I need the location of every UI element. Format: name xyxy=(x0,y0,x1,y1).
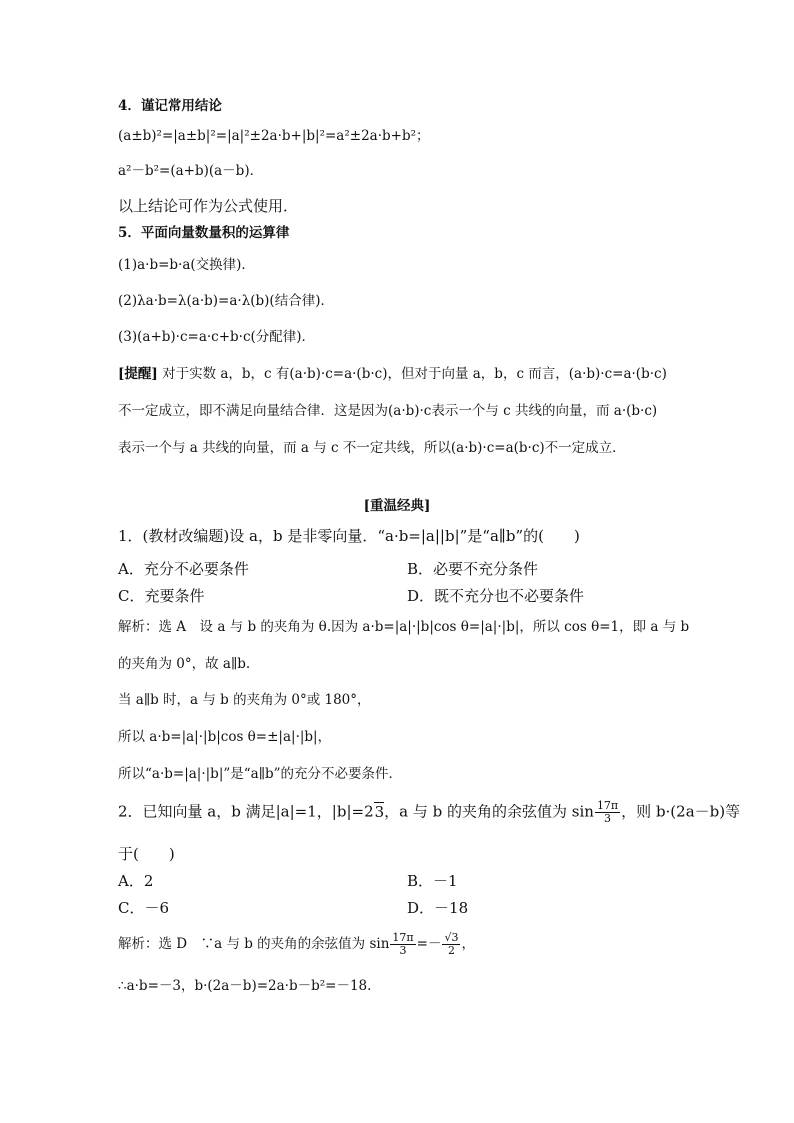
q1-solution-5: 所以“a·b=|a|·|b|”是“a∥b”的充分不必要条件． xyxy=(118,766,403,782)
tip-line-3: 表示一个与 a 共线的向量，而 a 与 c 不一定共线，所以(a·b)·c=a(b·c)不一定成立． xyxy=(118,440,626,456)
law-associative: (2)λa·b=λ(a·b)=a·λ(b)(结合律)． xyxy=(118,293,334,309)
classic-heading: [重温经典] xyxy=(363,498,431,514)
law-distributive: (3)(a+b)·c=a·c+b·c(分配律)． xyxy=(118,329,316,345)
q2-stem xyxy=(118,800,740,825)
q2-stem-pre: 2．已知向量 a，b 满足|a|=1，|b|=2 xyxy=(118,802,374,821)
q2-option-c: C．－6 xyxy=(118,899,170,917)
tip-line-1 xyxy=(118,365,667,383)
q2-stem-line-2: 于( ) xyxy=(118,845,175,863)
q1-solution-3: 当 a∥b 时，a 与 b 的夹角为 0°或 180°， xyxy=(118,692,371,708)
q2-stem-mid: ，a 与 b 的夹角的余弦值为 sin xyxy=(384,802,594,821)
q1-option-b: B．必要不充分条件 xyxy=(407,560,539,578)
q2-fraction-num: 17π xyxy=(596,799,619,812)
q2-solution-fraction xyxy=(390,932,415,957)
q2-solution-fraction-2-num: √3 xyxy=(444,931,459,944)
q1-option-c: C．充要条件 xyxy=(118,587,205,605)
q1-stem: 1．(教材改编题)设 a，b 是非零向量．“a·b=|a||b|”是“a∥b”的( ) xyxy=(118,527,580,545)
q2-solution-fraction-den: 3 xyxy=(399,944,407,957)
tip-line-2: 不一定成立，即不满足向量结合律．这是因为(a·b)·c表示一个与 c 共线的向量，而 a·(b·c) xyxy=(118,403,658,419)
tip-text-1: 对于实数 a，b，c 有(a·b)·c=a·(b·c)，但对于向量 a，b，c 而言，(a·b)·c=a·(b·c) xyxy=(162,366,667,382)
q2-option-a: A．2 xyxy=(118,872,154,890)
q1-solution-1: 解析：选 A 设 a 与 b 的夹角为 θ.因为 a·b=|a|·|b|cos θ=|a|·|b|，所以 cos θ=1，即 a 与 b xyxy=(118,619,690,635)
q2-solution-fraction-2-den: 2 xyxy=(447,944,455,957)
q2-stem-sqrt: 3 xyxy=(374,802,385,821)
q2-solution-fraction-num: 17π xyxy=(392,931,414,944)
q1-option-a: A．充分不必要条件 xyxy=(118,560,249,578)
q1-solution-2: 的夹角为 0°，故 a∥b. xyxy=(118,656,251,672)
q2-stem-post: ，则 b·(2a－b)等 xyxy=(621,802,741,821)
formula-square-sum: (a±b)²=|a±b|²=|a|²±2a·b+|b|²=a²±2a·b+b²； xyxy=(118,128,430,144)
q2-fraction-den: 3 xyxy=(604,812,612,825)
q2-solution-post: ， xyxy=(461,936,475,952)
q1-option-d: D．既不充分也不必要条件 xyxy=(407,587,585,605)
q1-solution-4: 所以 a·b=|a|·|b|cos θ=±|a|·|b|， xyxy=(118,729,332,745)
section-4-title: 4．谨记常用结论 xyxy=(118,98,222,114)
formula-difference-squares: a²－b²=(a+b)(a－b)． xyxy=(118,163,264,179)
section-5-title: 5．平面向量数量积的运算律 xyxy=(118,225,290,241)
q2-fraction xyxy=(595,800,620,825)
q2-option-d: D．－18 xyxy=(407,899,469,917)
q2-solution-1 xyxy=(118,932,475,957)
q2-solution-eq: =－ xyxy=(416,936,442,952)
formula-note: 以上结论可作为公式使用． xyxy=(118,197,299,215)
q2-solution-fraction-2 xyxy=(442,932,460,957)
q2-option-b: B．－1 xyxy=(407,872,458,890)
q2-solution-2: ∴a·b=－3，b·(2a－b)=2a·b－b²=－18. xyxy=(118,978,372,994)
q2-solution-pre: 解析：选 D ∵a 与 b 的夹角的余弦值为 sin xyxy=(118,936,390,952)
law-commutative: (1)a·b=b·a(交换律)． xyxy=(118,257,255,273)
tip-label: [提醒] xyxy=(118,366,158,382)
